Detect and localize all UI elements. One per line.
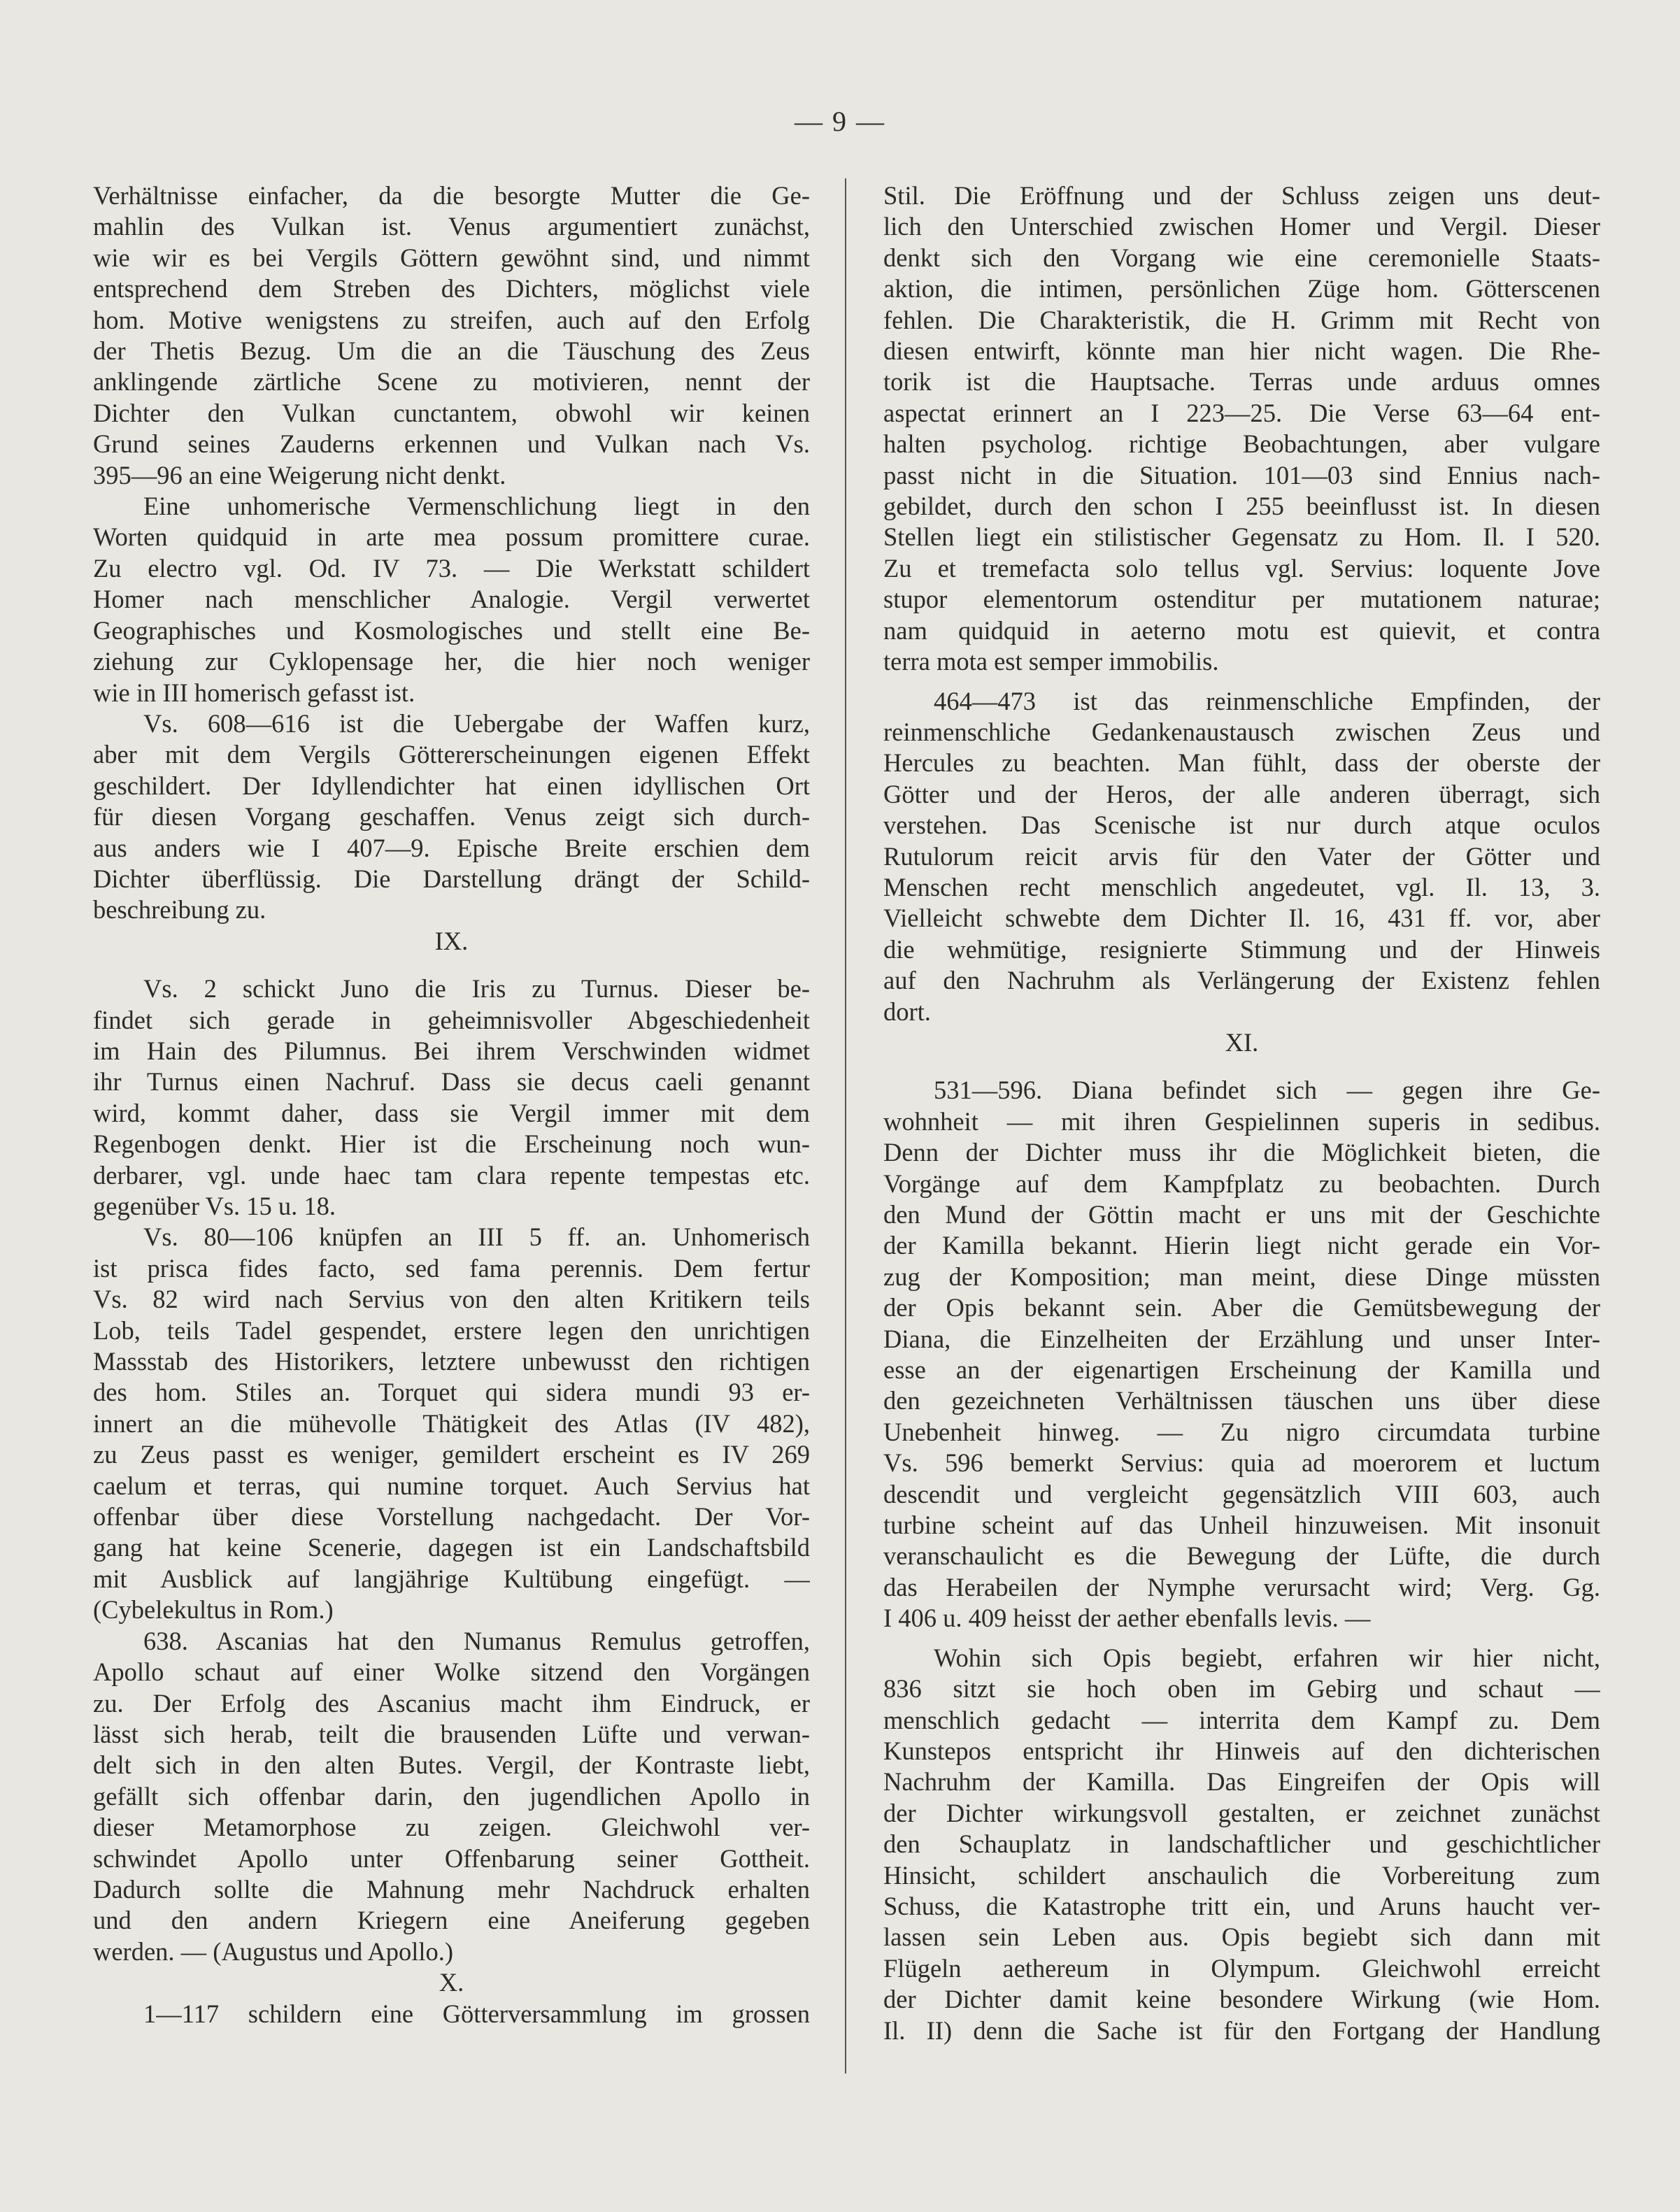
text-line: Nachruhm der Kamilla. Das Eingreifen der Opis will <box>883 1767 1600 1797</box>
text-line: Dichter den Vulkan cunctantem, obwohl wir keinen <box>93 398 810 427</box>
text-line: aktion, die intimen, persönlichen Züge hom. Götterscenen <box>883 274 1600 304</box>
text-line: Diana, die Einzelheiten der Erzählung und unser Inter- <box>883 1324 1600 1353</box>
text-line: terra mota est semper immobilis. <box>883 647 1219 676</box>
paragraph-gap <box>883 1058 1600 1075</box>
text-line: derbarer, vgl. unde haec tam clara repente tempestas etc. <box>93 1160 810 1190</box>
text-line: zu Zeus passt es weniger, gemildert erscheint es IV 269 <box>93 1440 810 1469</box>
text-line: beschreibung zu. <box>93 895 266 925</box>
text-line: geschildert. Der Idyllendichter hat einen idyllischen Ort <box>93 771 810 800</box>
text-line: mit Ausblick auf langjährige Kultübung eingefügt. — <box>93 1564 810 1593</box>
text-line: Wohin sich Opis begiebt, erfahren wir hier nicht, <box>934 1643 1600 1672</box>
left-text-column <box>93 180 810 2029</box>
text-line: descendit und vergleicht gegensätzlich VIII 603, auch <box>883 1479 1600 1508</box>
text-line: den Mund der Göttin macht er uns mit der Geschichte <box>883 1200 1600 1229</box>
text-line: ziehung zur Cyklopensage her, die hier noch weniger <box>93 647 810 676</box>
text-line: Verhältnisse einfacher, da die besorgte Mutter die Ge- <box>93 181 810 210</box>
text-line: fehlen. Die Charakteristik, die H. Grimm mit Recht von <box>883 305 1600 334</box>
text-line: werden. — (Augustus und Apollo.) <box>93 1936 454 1966</box>
text-line: denkt sich den Vorgang wie eine ceremonielle Staats- <box>883 243 1600 272</box>
text-line: gegenüber Vs. 15 u. 18. <box>93 1192 336 1220</box>
text-line: lässt sich herab, teilt die brausenden Lüfte und verwan- <box>93 1719 810 1748</box>
text-line: Zu electro vgl. Od. IV 73. — Die Werkstatt schildert <box>93 553 810 583</box>
text-line: Dichter überflüssig. Die Darstellung drängt der Schild- <box>93 864 810 893</box>
text-line: den Schauplatz in landschaftlicher und geschichtlicher <box>883 1829 1600 1859</box>
text-line: und den andern Kriegern eine Aneiferung gegeben <box>93 1906 810 1935</box>
text-line: Homer nach menschlicher Analogie. Vergil verwertet <box>93 585 810 614</box>
text-line: ist prisca fides facto, sed fama perennis. Dem fertur <box>93 1253 810 1283</box>
text-line: der Thetis Bezug. Um die an die Täuschung des Zeus <box>93 336 810 366</box>
text-line: offenbar über diese Vorstellung nachgedacht. Der Vor- <box>93 1502 810 1532</box>
text-line: der Kamilla bekannt. Hierin liegt nicht gerade ein Vor- <box>883 1231 1600 1260</box>
text-line: gefällt sich offenbar darin, den jugendlichen Apollo in <box>93 1781 810 1811</box>
text-line: gebildet, durch den schon I 255 beeinflusst ist. In diesen <box>883 492 1600 521</box>
text-line: wird, kommt daher, dass sie Vergil immer mit dem <box>93 1098 810 1127</box>
page-number: — 9 — <box>795 106 885 137</box>
text-line: Worten quidquid in arte mea possum promittere curae. <box>93 522 810 552</box>
text-line: Regenbogen denkt. Hier ist die Erscheinung noch wun- <box>93 1129 810 1159</box>
text-line: dieser Metamorphose zu zeigen. Gleichwohl ver- <box>93 1813 810 1842</box>
text-line: Geographisches und Kosmologisches und stellt eine Be- <box>93 615 810 645</box>
text-line: diesen entwirft, könnte man hier nicht wagen. Die Rhe- <box>883 336 1600 366</box>
text-line: reinmenschliche Gedankenaustausch zwischen Zeus und <box>883 717 1600 746</box>
text-line: lassen sein Leben aus. Opis begiebt sich dann mit <box>883 1922 1600 1952</box>
text-line: zu. Der Erfolg des Ascanius macht ihm Eindruck, er <box>93 1688 810 1718</box>
text-line: Vs. 596 bemerkt Servius: quia ad moerorem et luctum <box>883 1448 1600 1478</box>
text-line: delt sich in den alten Butes. Vergil, der Kontraste liebt, <box>93 1750 810 1780</box>
text-line: 638. Ascanias hat den Numanus Remulus getroffen, <box>143 1626 810 1655</box>
text-line: anklingende zärtliche Scene zu motivieren, nennt der <box>93 367 810 397</box>
text-line: menschlich gedacht — interrita dem Kampf zu. Dem <box>883 1705 1600 1734</box>
text-line: verstehen. Das Scenische ist nur durch atque oculos <box>883 811 1600 840</box>
text-line: Massstab des Historikers, letztere unbewusst den richtigen <box>93 1347 810 1376</box>
text-line: ihr Turnus einen Nachruf. Dass sie decus caeli genannt <box>93 1067 810 1097</box>
text-line: veranschaulicht es die Bewegung der Lüfte, die durch <box>883 1541 1600 1571</box>
text-line: Vs. 82 wird nach Servius von den alten Kritikern teils <box>93 1285 810 1314</box>
text-line: Vs. 80—106 knüpfen an III 5 ff. an. Unhomerisch <box>143 1222 810 1252</box>
text-line: dort. <box>883 997 931 1026</box>
text-line: Apollo schaut auf einer Wolke sitzend den Vorgängen <box>93 1657 810 1687</box>
paragraph-gap <box>883 678 1600 686</box>
column-divider <box>845 178 846 2074</box>
text-line: zug der Komposition; man meint, diese Dinge müssten <box>883 1262 1600 1291</box>
text-line: (Cybelekultus in Rom.) <box>93 1595 334 1625</box>
text-line: den gezeichneten Verhältnissen täuschen uns über diese <box>883 1386 1600 1415</box>
text-line: Vs. 2 schickt Juno die Iris zu Turnus. Dieser be- <box>143 974 810 1004</box>
text-line: Unebenheit hinweg. — Zu nigro circumdata turbine <box>883 1417 1600 1446</box>
text-line: der Dichter damit keine besondere Wirkung (wie Hom. <box>883 1985 1600 2014</box>
paragraph-gap <box>93 957 810 973</box>
text-line: das Herabeilen der Nymphe verursacht wird; Verg. Gg. <box>883 1572 1600 1601</box>
section-heading: IX. <box>434 926 469 955</box>
section-heading: X. <box>439 1968 464 1997</box>
text-line: Hercules zu beachten. Man fühlt, dass der oberste der <box>883 748 1600 778</box>
text-line: für diesen Vorgang geschaffen. Venus zeigt sich durch- <box>93 802 810 832</box>
text-line: findet sich gerade in geheimnisvoller Abgeschiedenheit <box>93 1005 810 1034</box>
text-line: Denn der Dichter muss ihr die Möglichkeit bieten, die <box>883 1138 1600 1167</box>
text-line: Rutulorum reicit arvis für den Vater der Götter und <box>883 841 1600 871</box>
text-line: hom. Motive wenigstens zu streifen, auch auf den Erfolg <box>93 305 810 334</box>
text-line: aus anders wie I 407—9. Epische Breite erschien dem <box>93 833 810 862</box>
text-line: passt nicht in die Situation. 101—03 sind Ennius nach- <box>883 460 1600 490</box>
right-text-column <box>883 180 1600 2046</box>
text-line: 836 sitzt sie hoch oben im Gebirg und schaut — <box>883 1674 1600 1704</box>
text-line: Dadurch sollte die Mahnung mehr Nachdruck erhalten <box>93 1874 810 1904</box>
text-line: auf den Nachruhm als Verlängerung der Existenz fehlen <box>883 966 1600 995</box>
text-line: der Opis bekannt sein. Aber die Gemütsbewegung der <box>883 1293 1600 1322</box>
text-line: 395—96 an eine Weigerung nicht denkt. <box>93 460 506 490</box>
text-line: Vielleicht schwebte dem Dichter Il. 16, 431 ff. vor, aber <box>883 904 1600 933</box>
text-line: im Hain des Pilumnus. Bei ihrem Verschwinden widmet <box>93 1036 810 1065</box>
text-line: des hom. Stiles an. Torquet qui sidera mundi 93 er- <box>93 1378 810 1407</box>
text-line: Hinsicht, schildert anschaulich die Vorbereitung zum <box>883 1860 1600 1890</box>
text-line: innert an die mühevolle Thätigkeit des Atlas (IV 482), <box>93 1408 810 1438</box>
text-line: wie in III homerisch gefasst ist. <box>93 678 415 707</box>
text-line: Stellen liegt ein stilistischer Gegensatz zu Hom. Il. I 520. <box>883 522 1600 552</box>
text-line: Götter und der Heros, der alle anderen überragt, sich <box>883 779 1600 808</box>
text-line: aspectat erinnert an I 223—25. Die Verse 63—64 ent- <box>883 398 1600 427</box>
text-line: wie wir es bei Vergils Göttern gewöhnt sind, und nimmt <box>93 243 810 272</box>
text-line: esse an der eigenartigen Erscheinung der Kamilla und <box>883 1355 1600 1385</box>
section-heading: XI. <box>1225 1027 1259 1057</box>
text-line: turbine scheint auf das Unheil hinzuweisen. Mit insonuit <box>883 1511 1600 1540</box>
text-line: der Dichter wirkungsvoll gestalten, er zeichnet zunächst <box>883 1798 1600 1827</box>
text-line: caelum et terras, qui numine torquet. Auch Servius hat <box>93 1471 810 1500</box>
text-line: Schuss, die Katastrophe tritt ein, und Aruns haucht ver- <box>883 1891 1600 1920</box>
text-line: stupor elementorum ostenditur per mutationem naturae; <box>883 585 1600 614</box>
text-line: 464—473 ist das reinmenschliche Empfinden, der <box>934 686 1600 715</box>
text-line: halten psycholog. richtige Beobachtungen, aber vulgare <box>883 429 1600 459</box>
text-line: Vs. 608—616 ist die Uebergabe der Waffen kurz, <box>143 708 810 738</box>
text-line: mahlin des Vulkan ist. Venus argumentiert zunächst, <box>93 212 810 241</box>
text-line: gang hat keine Scenerie, dagegen ist ein Landschaftsbild <box>93 1533 810 1562</box>
text-line: die wehmütige, resignierte Stimmung und der Hinweis <box>883 934 1600 964</box>
text-line: wohnheit — mit ihren Gespielinnen superis in sedibus. <box>883 1106 1600 1136</box>
text-line: aber mit dem Vergils Göttererscheinungen eigenen Effekt <box>93 740 810 769</box>
paragraph-gap <box>883 1634 1600 1643</box>
text-line: Kunstepos entspricht ihr Hinweis auf den dichterischen <box>883 1736 1600 1765</box>
text-line: Stil. Die Eröffnung und der Schluss zeigen uns deut- <box>883 181 1600 210</box>
text-line: lich den Unterschied zwischen Homer und Vergil. Dieser <box>883 212 1600 241</box>
text-line: entsprechend dem Streben des Dichters, möglichst viele <box>93 274 810 304</box>
text-line: Lob, teils Tadel gespendet, erstere legen den unrichtigen <box>93 1315 810 1345</box>
text-line: nam quidquid in aeterno motu est quievit, et contra <box>883 615 1600 645</box>
text-line: Vorgänge auf dem Kampfplatz zu beobachten. Durch <box>883 1169 1600 1198</box>
text-line: Zu et tremefacta solo tellus vgl. Servius: loquente Jove <box>883 553 1600 583</box>
text-line: Flügeln aethereum in Olympum. Gleichwohl erreicht <box>883 1953 1600 1983</box>
text-line: Eine unhomerische Vermenschlichung liegt in den <box>143 492 810 521</box>
text-line: torik ist die Hauptsache. Terras unde arduus omnes <box>883 367 1600 397</box>
text-line: Il. II) denn die Sache ist für den Fortgang der Handlung <box>883 2015 1600 2045</box>
text-line: Grund seines Zauderns erkennen und Vulkan nach Vs. <box>93 429 810 459</box>
text-line: Menschen recht menschlich angedeutet, vgl. Il. 13, 3. <box>883 872 1600 901</box>
text-line: 531—596. Diana befindet sich — gegen ihre Ge- <box>934 1076 1600 1105</box>
text-line: 1—117 schildern eine Götterversammlung im grossen <box>143 1999 810 2028</box>
text-line: schwindet Apollo unter Offenbarung seiner Gottheit. <box>93 1843 810 1873</box>
text-line: I 406 u. 409 heisst der aether ebenfalls levis. — <box>883 1604 1371 1633</box>
